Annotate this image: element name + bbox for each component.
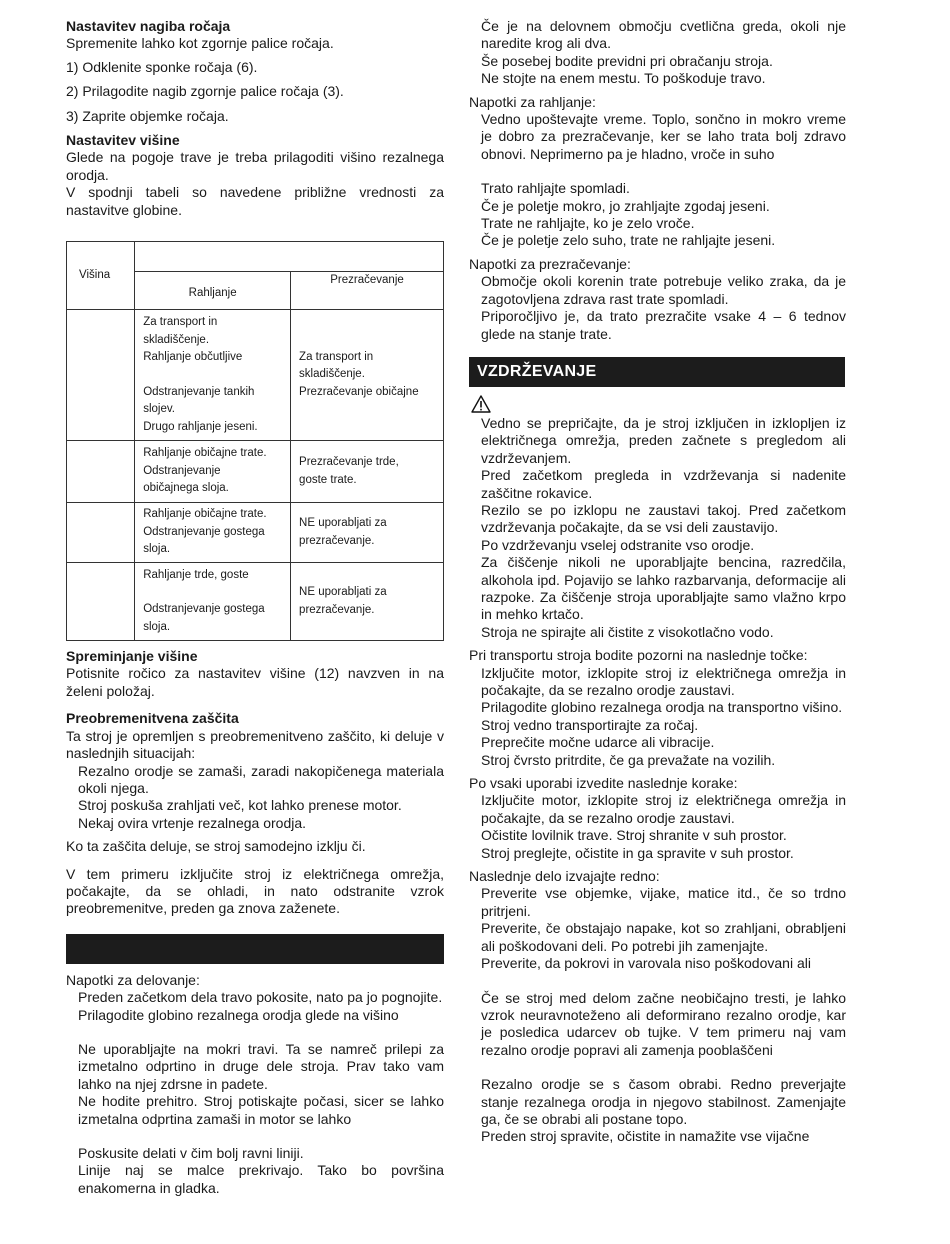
list-item: Priporočljivo je, da trato prezračite vsake 4 – 6 tednov glede na stanje trate. bbox=[481, 308, 846, 342]
list-item: Ne hodite prehitro. Stroj potiskajte počasi, sicer se lahko izmetalna odprtina zamaši in motor se lahko bbox=[78, 1093, 444, 1127]
cell-line: Odstranjevanje gostega bbox=[143, 603, 265, 616]
list-item: Rezalno orodje se s časom obrabi. Redno preverjajte stanje rezalnega orodja in njegovo stabilnost. Zamenjajte ga, če se obrabi ali postane topo. bbox=[481, 1076, 846, 1127]
left-column bbox=[66, 18, 444, 1197]
list-item: Stroj preglejte, očistite in ga spravite v suh prostor. bbox=[481, 844, 794, 861]
cell-line: prezračevanje. bbox=[299, 603, 375, 616]
top-list bbox=[469, 18, 846, 88]
tilt-step: 1) Odklenite sponke ročaja (6). bbox=[66, 58, 258, 75]
list-item: Če je na delovnem območju cvetlična greda, okoli nje naredite krog ali dva. bbox=[481, 18, 846, 52]
list-item: Preverite vse objemke, vijake, matice itd., če so trdno pritrjeni. bbox=[481, 885, 846, 919]
cell-line: Rahljanje občutljive bbox=[143, 351, 243, 364]
table-cell-visina bbox=[67, 310, 135, 441]
cell-line: običajnega sloja. bbox=[143, 482, 229, 495]
cell-line bbox=[143, 367, 282, 384]
list-item: Prilagodite globino rezalnega orodja glede na višino bbox=[78, 1006, 399, 1023]
transport-list bbox=[469, 665, 846, 769]
tilt-intro: Spremenite lahko kot zgornje palice ročaja. bbox=[66, 35, 334, 52]
table-cell-prezracevanje bbox=[291, 441, 444, 503]
cell-line: Odstranjevanje tankih bbox=[143, 385, 255, 398]
cell-line: sloja. bbox=[143, 543, 171, 556]
ops-intro: Napotki za delovanje: bbox=[66, 971, 200, 988]
cell-line: slojev. bbox=[143, 403, 175, 416]
list-item: Preverite, da pokrovi in varovala niso poškodovani ali bbox=[481, 955, 811, 972]
list-item: Vedno se prepričajte, da je stroj izključen in izklopljen iz električnega omrežja, preden začnete s pregledom ali vzdrževanjem. bbox=[481, 414, 846, 466]
list-item: Prilagodite globino rezalnega orodja na transportno višino. bbox=[481, 699, 843, 716]
change-heading: Spreminjanje višine bbox=[66, 648, 198, 665]
list-item: Vedno upoštevajte vreme. Toplo, sončno in mokro vreme je dobro za prezračevanje, ker se laho trata bolj zdravo obnovi. Neprimerno pa je hladno, vroče in suho bbox=[481, 111, 846, 162]
cell-line: Prezračevanje običajne bbox=[299, 385, 419, 398]
list-item: Če se stroj med delom začne neobičajno tresti, je lahko vzrok neuravnoteženo ali deformirano rezalno orodje, kar je posledica udarcev ob tujke. V tem primeru naj vam rezalno orodje popravi ali zamenja pooblaščeni bbox=[481, 989, 846, 1058]
overload-paragraph: V tem primeru izključite stroj iz električnega omrežja, počakajte, da se ohladi, in nato odstranite vzrok preobremenitve, preden ga znova zaženete. bbox=[66, 865, 444, 917]
after-use-intro: Po vsaki uporabi izvedite naslednje korake: bbox=[469, 775, 738, 792]
list-item: Preprečite močne udarce ali vibracije. bbox=[481, 734, 715, 751]
list-item: Preden začetkom dela travo pokosite, nato pa jo pognojite. bbox=[78, 989, 443, 1006]
maintenance-list bbox=[469, 415, 846, 641]
table-cell-visina bbox=[67, 563, 135, 641]
table-header-prezracevanje: Prezračevanje bbox=[291, 272, 444, 310]
blank-line bbox=[481, 1059, 846, 1076]
list-item: Trato rahljajte spomladi. bbox=[481, 180, 630, 197]
overload-paragraph: Ko ta zaščita deluje, se stroj samodejno izklju či. bbox=[66, 838, 366, 855]
height-paragraph: Glede na pogoje trave je treba prilagoditi višino rezalnega orodja. bbox=[66, 149, 444, 183]
after-use-list bbox=[469, 792, 846, 862]
cell-line bbox=[143, 584, 282, 601]
regular-intro: Naslednje delo izvajajte redno: bbox=[469, 868, 660, 885]
table-cell-rahljanje bbox=[135, 310, 291, 441]
table-cell-rahljanje bbox=[135, 441, 291, 503]
depth-table bbox=[66, 241, 444, 641]
table-cell-visina bbox=[67, 441, 135, 503]
table-cell-prezracevanje bbox=[291, 503, 444, 563]
list-item: Ne stojte na enem mestu. To poškoduje travo. bbox=[481, 70, 766, 87]
overload-list bbox=[66, 763, 444, 833]
table-header-rahljanje: Rahljanje bbox=[135, 272, 291, 310]
change-paragraph: Potisnite ročico za nastavitev višine (12) navzven in na želeni položaj. bbox=[66, 665, 444, 699]
list-item: Izključite motor, izklopite stroj iz električnega omrežja in počakajte, da se rezalno orodje zaustavi. bbox=[481, 792, 846, 826]
transport-intro: Pri transportu stroja bodite pozorni na naslednje točke: bbox=[469, 647, 808, 664]
tilt-step: 2) Prilagodite nagib zgornje palice ročaja (3). bbox=[66, 83, 344, 100]
blank-line bbox=[481, 163, 846, 180]
list-item: Za čiščenje nikoli ne uporabljajte bencina, razredčila, alkohola ipd. Pojavijo se lahko razbarvanja, deformacije ali razpoke. Za čiščenje stroja uporabljajte samo vlažno krpo in mehko krtačo. bbox=[481, 554, 846, 623]
cell-line: Za transport in bbox=[143, 316, 218, 329]
cell-line: Rahljanje običajne trate. bbox=[143, 508, 267, 521]
overload-heading: Preobremenitvena zaščita bbox=[66, 710, 239, 727]
right-column bbox=[469, 18, 846, 1146]
cell-line: prezračevanje. bbox=[299, 534, 375, 547]
list-item: Območje okoli korenin trate potrebuje veliko zraka, da je zagotovljena zdrava rast trate spomladi. bbox=[481, 273, 846, 307]
list-item: Trate ne rahljajte, ko je zelo vroče. bbox=[481, 215, 695, 232]
list-item: Preverite, če obstajajo napake, kot so zrahljani, obrabljeni ali poškodovani deli. Po potrebi jih zamenjajte. bbox=[481, 920, 846, 954]
table-cell-visina bbox=[67, 503, 135, 563]
cell-line: goste trate. bbox=[299, 473, 357, 486]
list-item: Poskusite delati v čim bolj ravni liniji. bbox=[78, 1145, 304, 1161]
cell-line: skladiščenje. bbox=[299, 368, 365, 381]
blank-line bbox=[78, 1024, 444, 1041]
overload-intro: Ta stroj je opremljen s preobremenitveno zaščito, ki deluje v naslednjih situacijah: bbox=[66, 727, 444, 762]
list-item: Če je poletje mokro, jo zrahljajte zgodaj jeseni. bbox=[481, 197, 770, 214]
table-cell-prezracevanje bbox=[291, 310, 444, 441]
table-cell-rahljanje bbox=[135, 503, 291, 563]
cell-line: NE uporabljati za bbox=[299, 586, 387, 599]
section-bar-empty bbox=[66, 934, 444, 964]
height-heading: Nastavitev višine bbox=[66, 132, 180, 149]
cell-line: NE uporabljati za bbox=[299, 517, 387, 530]
aeration-intro: Napotki za prezračevanje: bbox=[469, 255, 631, 272]
table-row bbox=[67, 310, 444, 441]
list-item: Linije naj se malce prekrivajo. Tako bo površina enakomerna in gladka. bbox=[78, 1162, 444, 1196]
cell-line: Rahljanje trde, goste bbox=[143, 568, 249, 581]
table-header-blank bbox=[135, 242, 444, 272]
list-item: Rezilo se po izklopu ne zaustavi takoj. Pred začetkom vzdrževanja počakajte, da se vsi deli zaustavijo. bbox=[481, 501, 846, 536]
maintenance-heading: VZDRŽEVANJE bbox=[469, 357, 845, 387]
tilt-heading: Nastavitev nagiba ročaja bbox=[66, 18, 231, 34]
list-item: Stroja ne spirajte ali čistite z visokotlačno vodo. bbox=[481, 623, 774, 640]
list-item: Nekaj ovira vrtenje rezalnega orodja. bbox=[78, 814, 307, 831]
cell-line: Za transport in bbox=[299, 350, 374, 363]
table-row bbox=[67, 441, 444, 503]
cell-line: sloja. bbox=[143, 620, 171, 633]
warning-triangle-icon bbox=[471, 395, 491, 413]
table-cell-prezracevanje bbox=[291, 563, 444, 641]
ops-list bbox=[66, 989, 444, 1197]
cell-line: Odstranjevanje gostega bbox=[143, 525, 265, 538]
list-item: Izključite motor, izklopite stroj iz električnega omrežja in počakajte, da se rezalno orodje zaustavi. bbox=[481, 664, 846, 698]
table-cell-rahljanje bbox=[135, 563, 291, 641]
list-item: Stroj poskuša zrahljati več, kot lahko prenese motor. bbox=[78, 797, 402, 814]
table-header-visina: Višina bbox=[67, 242, 135, 310]
list-item: Če je poletje zelo suho, trate ne rahljajte jeseni. bbox=[481, 232, 776, 249]
cell-line: Odstranjevanje bbox=[143, 464, 221, 477]
tilt-step: 3) Zaprite objemke ročaja. bbox=[66, 107, 229, 124]
list-item: Po vzdrževanju vselej odstranite vso orodje. bbox=[481, 536, 755, 553]
list-item: Očistite lovilnik trave. Stroj shranite v suh prostor. bbox=[481, 827, 787, 844]
cell-line: skladiščenje. bbox=[143, 333, 210, 346]
aeration-list bbox=[469, 273, 846, 343]
list-item: Rezalno orodje se zamaši, zaradi nakopičenega materiala okoli njega. bbox=[78, 762, 444, 796]
loosen-list bbox=[469, 111, 846, 250]
list-item: Ne uporabljajte na mokri travi. Ta se namreč prilepi za izmetalno odprtino in druge dele stroja. Prav tako vam lahko na njej zdrsne in padete. bbox=[78, 1040, 444, 1092]
loosen-intro: Napotki za rahljanje: bbox=[469, 93, 596, 110]
blank-line bbox=[481, 973, 846, 990]
list-item: Stroj vedno transportirajte za ročaj. bbox=[481, 716, 699, 733]
height-paragraph: V spodnji tabeli so navedene približne vrednosti za nastavitve globine. bbox=[66, 184, 444, 218]
regular-list bbox=[469, 885, 846, 1145]
table-row bbox=[67, 563, 444, 641]
list-item: Še posebej bodite previdni pri obračanju stroja. bbox=[481, 52, 773, 69]
table-row bbox=[67, 503, 444, 563]
tilt-steps bbox=[66, 59, 444, 125]
cell-line: Rahljanje običajne trate. bbox=[143, 447, 267, 460]
cell-line: Prezračevanje trde, bbox=[299, 456, 399, 469]
cell-line: Drugo rahljanje jeseni. bbox=[143, 420, 258, 433]
list-item: Stroj čvrsto pritrdite, če ga prevažate na vozilih. bbox=[481, 751, 776, 768]
list-item: Pred začetkom pregleda in vzdrževanja si nadenite zaščitne rokavice. bbox=[481, 467, 846, 501]
blank-line bbox=[78, 1128, 444, 1145]
list-item: Preden stroj spravite, očistite in namažite vse vijačne bbox=[481, 1128, 810, 1145]
